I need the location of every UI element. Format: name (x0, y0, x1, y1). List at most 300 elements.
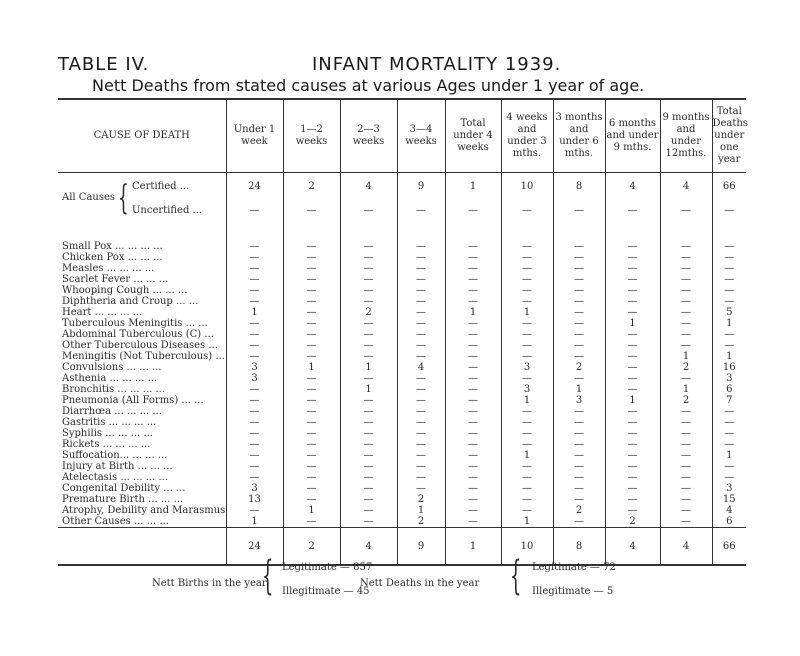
table-row (58, 252, 746, 263)
table-cell: — (553, 516, 605, 528)
table-cell: — (340, 483, 397, 494)
table-cell: — (553, 406, 605, 417)
table-cell: — (553, 461, 605, 472)
table-cell: — (397, 252, 445, 263)
table-cell: — (397, 461, 445, 472)
table-cell: — (712, 285, 746, 296)
table-cell: — (501, 428, 553, 439)
table-cell: 1 (340, 384, 397, 395)
table-cell: — (226, 461, 283, 472)
table-cell: — (660, 417, 712, 428)
table-cell: — (283, 461, 340, 472)
table-cell: — (445, 296, 501, 307)
total-cell: 10 (501, 528, 553, 566)
table-cell: 2 (660, 362, 712, 373)
table-cell: — (340, 472, 397, 483)
table-cell: — (283, 274, 340, 285)
table-cell: — (712, 329, 746, 340)
table-cell: — (712, 241, 746, 252)
table-cell: — (605, 274, 660, 285)
cause-label: Heart ... ... ... ... (62, 307, 143, 318)
table-cell: — (226, 285, 283, 296)
table-cell: — (445, 395, 501, 406)
table-cell: — (445, 362, 501, 373)
table-cell: — (226, 241, 283, 252)
column-header: Total Deaths under one year (712, 99, 746, 173)
table-cell: 1 (501, 450, 553, 461)
table-cell: — (501, 274, 553, 285)
all-causes-values (605, 179, 660, 219)
table-row (58, 274, 746, 285)
column-header: Under 1 week (226, 99, 283, 173)
table-row (58, 263, 746, 274)
uncertified-value: — (574, 205, 584, 216)
table-cell: 1 (712, 318, 746, 329)
table-cell: — (226, 296, 283, 307)
table-cell: — (501, 318, 553, 329)
table-cell: — (226, 395, 283, 406)
table-cell: — (283, 439, 340, 450)
column-header: 6 months and under 9 mths. (605, 99, 660, 173)
table-cell: 1 (283, 505, 340, 516)
table-cell: — (226, 274, 283, 285)
table-cell: — (283, 351, 340, 362)
cause-label: Premature Birth ... ... ... (62, 494, 184, 505)
table-cell: — (340, 340, 397, 351)
table-cell: — (712, 296, 746, 307)
cause-label: Bronchitis ... ... ... ... (62, 384, 166, 395)
table-cell: 2 (397, 516, 445, 528)
table-cell: — (660, 472, 712, 483)
cause-label: Atrophy, Debility and Marasmus (62, 505, 226, 516)
table-cell: — (660, 296, 712, 307)
table-cell: — (501, 472, 553, 483)
births-brace: { (262, 553, 274, 599)
table-cell: — (397, 274, 445, 285)
table-cell: — (501, 494, 553, 505)
table-cell: — (445, 516, 501, 528)
all-causes-values (553, 179, 605, 219)
table-row (58, 329, 746, 340)
table-cell: — (501, 505, 553, 516)
table-cell: — (712, 263, 746, 274)
all-causes-row (58, 179, 746, 219)
table-cell: 1 (283, 362, 340, 373)
table-row (58, 428, 746, 439)
table-cell: — (226, 472, 283, 483)
table-cell: — (660, 450, 712, 461)
table-cell: — (712, 406, 746, 417)
cause-label: Syphilis ... ... ... ... (62, 428, 153, 439)
table-cell: 4 (712, 505, 746, 516)
table-cell: — (445, 472, 501, 483)
certified-value: 66 (722, 181, 736, 192)
table-cell: 16 (712, 362, 746, 373)
table-cell: — (397, 329, 445, 340)
certified-value: 2 (308, 181, 315, 192)
table-cell: 1 (553, 384, 605, 395)
table-cell: — (605, 406, 660, 417)
certified-value: 8 (575, 181, 583, 192)
table-cell: — (553, 494, 605, 505)
table-cell: — (712, 340, 746, 351)
table-cell: — (340, 241, 397, 252)
table-cell: — (397, 384, 445, 395)
table-cell: — (226, 384, 283, 395)
certified-value: 4 (629, 181, 636, 192)
table-cell: — (226, 351, 283, 362)
table-cell: — (226, 318, 283, 329)
table-cell: — (605, 494, 660, 505)
table-cell: — (397, 417, 445, 428)
table-cell: — (501, 417, 553, 428)
cause-label: Asthenia ... ... ... ... (62, 373, 158, 384)
table-cell: 4 (397, 362, 445, 373)
table-cell: — (660, 274, 712, 285)
certified-value: 4 (365, 181, 372, 192)
table-cell: — (397, 307, 445, 318)
table-cell: — (397, 406, 445, 417)
table-cell: — (445, 252, 501, 263)
table-cell: — (605, 428, 660, 439)
table-cell: — (660, 307, 712, 318)
table-cell: — (712, 252, 746, 263)
table-cell: — (501, 252, 553, 263)
certified-value: 9 (417, 181, 425, 192)
table-row (58, 318, 746, 329)
uncertified-value: — (522, 205, 532, 216)
table-cell: 3 (226, 373, 283, 384)
all-causes-values (501, 179, 553, 219)
table-cell: — (712, 417, 746, 428)
cause-label: Scarlet Fever ... ... ... (62, 274, 169, 285)
table-cell: — (283, 406, 340, 417)
total-cell: 4 (660, 528, 712, 566)
table-cell: — (445, 384, 501, 395)
table-cell: — (501, 351, 553, 362)
table-cell: — (340, 406, 397, 417)
table-cell: — (553, 428, 605, 439)
table-cell: — (660, 505, 712, 516)
uncertified-value: — (681, 205, 691, 216)
table-cell: — (445, 461, 501, 472)
table-cell: — (605, 241, 660, 252)
table-cell: — (553, 472, 605, 483)
table-cell: — (553, 285, 605, 296)
table-cell: 13 (226, 494, 283, 505)
table-cell: — (660, 329, 712, 340)
table-row (58, 307, 746, 318)
table-cell: — (340, 494, 397, 505)
table-row (58, 241, 746, 252)
table-cell: 1 (660, 351, 712, 362)
table-cell: — (553, 296, 605, 307)
table-cell: — (340, 351, 397, 362)
table-cell: — (605, 505, 660, 516)
table-cell: — (605, 351, 660, 362)
cause-label: Rickets ... ... ... ... (62, 439, 151, 450)
table-cell: — (340, 373, 397, 384)
column-header: 1—2 weeks (283, 99, 340, 173)
cause-label: Diarrhœa ... ... ... ... (62, 406, 162, 417)
uncertified-value: — (468, 205, 478, 216)
table-cell: 3 (226, 483, 283, 494)
table-cell: — (660, 285, 712, 296)
uncertified-value: — (306, 205, 317, 216)
table-cell: 2 (605, 516, 660, 528)
table-cell: — (605, 296, 660, 307)
table-row (58, 296, 746, 307)
cause-label: Abdominal Tuberculous (C) ... (62, 329, 214, 340)
uncertified-value: — (724, 205, 735, 216)
table-cell: — (445, 373, 501, 384)
table-cell: — (340, 428, 397, 439)
table-cell: — (226, 340, 283, 351)
table-cell: — (712, 274, 746, 285)
table-cell: 3 (501, 362, 553, 373)
cause-label: Measles ... ... ... ... (62, 263, 155, 274)
table-cell: 1 (605, 395, 660, 406)
table-cell: — (445, 428, 501, 439)
table-cell: — (283, 307, 340, 318)
table-cell: — (445, 351, 501, 362)
table-cell: — (283, 450, 340, 461)
total-cell: 4 (340, 528, 397, 566)
table-row (58, 494, 746, 505)
table-cell: — (660, 406, 712, 417)
uncertified-value: — (627, 205, 638, 216)
table-cell: — (283, 428, 340, 439)
table-number: TABLE IV. (58, 54, 150, 75)
column-header: CAUSE OF DEATH (58, 99, 226, 173)
table-cell: — (553, 329, 605, 340)
table-cell: — (605, 263, 660, 274)
table-cell: — (553, 263, 605, 274)
table-cell: — (226, 329, 283, 340)
all-causes-values (660, 179, 712, 219)
table-cell: — (501, 296, 553, 307)
uncertified-value: — (363, 205, 374, 216)
table-cell: — (660, 373, 712, 384)
table-cell: 2 (660, 395, 712, 406)
table-cell: — (660, 494, 712, 505)
certified-value: 1 (469, 181, 477, 192)
table-cell: 3 (226, 362, 283, 373)
table-cell: — (501, 263, 553, 274)
table-cell: — (445, 505, 501, 516)
table-cell: 7 (712, 395, 746, 406)
table-row (58, 439, 746, 450)
table-cell: — (660, 263, 712, 274)
table-cell: — (397, 395, 445, 406)
table-cell: 6 (712, 516, 746, 528)
table-cell: — (605, 373, 660, 384)
table-cell: — (605, 483, 660, 494)
table-cell: 1 (501, 395, 553, 406)
table-cell: 1 (226, 307, 283, 318)
table-row (58, 505, 746, 516)
table-cell: — (605, 450, 660, 461)
table-cell: — (340, 296, 397, 307)
table-cell: — (445, 329, 501, 340)
table-cell: — (340, 263, 397, 274)
table-cell: — (283, 472, 340, 483)
column-header: 2—3 weeks (340, 99, 397, 173)
totals-label-cell (58, 528, 226, 566)
all-causes-values (397, 179, 445, 219)
table-cell: 3 (501, 384, 553, 395)
all-causes-values (283, 179, 340, 219)
table-cell: — (397, 450, 445, 461)
table-cell: 2 (553, 505, 605, 516)
table-cell: — (340, 516, 397, 528)
deaths-legitimate: Legitimate — 72 (532, 562, 616, 573)
table-cell: — (501, 439, 553, 450)
births-illegitimate: Illegitimate — 45 (282, 586, 370, 597)
cause-label: Small Pox ... ... ... ... (62, 241, 163, 252)
table-cell: — (553, 351, 605, 362)
table-cell: — (501, 241, 553, 252)
table-cell: — (340, 252, 397, 263)
table-cell: — (283, 384, 340, 395)
all-causes-values (340, 179, 397, 219)
table-cell: — (501, 285, 553, 296)
table-cell: — (226, 439, 283, 450)
all-causes-label: All Causes (62, 192, 116, 203)
table-cell: — (226, 406, 283, 417)
table-cell: — (660, 439, 712, 450)
table-cell: — (283, 318, 340, 329)
total-cell: 1 (445, 528, 501, 566)
table-cell: — (605, 461, 660, 472)
table-cell: — (397, 351, 445, 362)
table-cell: — (553, 439, 605, 450)
table-cell: 1 (340, 362, 397, 373)
table-cell: — (340, 274, 397, 285)
cause-label: Gastritis ... ... ... ... (62, 417, 157, 428)
table-cell: — (397, 318, 445, 329)
table-cell: — (605, 329, 660, 340)
cause-label: Chicken Pox ... ... ... (62, 252, 163, 263)
column-header: 9 months and under 12mths. (660, 99, 712, 173)
deaths-brace: { (510, 553, 522, 599)
table-cell: — (283, 329, 340, 340)
table-cell: — (712, 439, 746, 450)
total-cell: 24 (226, 528, 283, 566)
table-cell: — (283, 395, 340, 406)
table-subtitle: Nett Deaths from stated causes at various Ages under 1 year of age. (92, 76, 645, 95)
table-cell: 1 (660, 384, 712, 395)
uncertified-value: — (249, 205, 260, 216)
deaths-illegitimate: Illegitimate — 5 (532, 586, 614, 597)
mortality-table (58, 98, 746, 566)
cause-label: Other Causes ... ... ... (62, 516, 169, 527)
table-cell: — (660, 241, 712, 252)
table-cell: 1 (397, 505, 445, 516)
table-cell: — (397, 296, 445, 307)
table-cell: — (340, 318, 397, 329)
cause-label: Tuberculous Meningitis ... ... (62, 318, 208, 329)
table-cell: — (553, 241, 605, 252)
cause-label: Congenital Debility ... ... (62, 483, 186, 494)
table-cell: — (445, 318, 501, 329)
header-row (58, 99, 746, 173)
table-cell: 15 (712, 494, 746, 505)
table-cell: — (553, 483, 605, 494)
table-cell: — (712, 472, 746, 483)
table-cell: — (553, 450, 605, 461)
cause-label: Injury at Birth ... ... ... (62, 461, 173, 472)
total-cell: 4 (605, 528, 660, 566)
table-title: INFANT MORTALITY 1939. (312, 54, 562, 75)
table-cell: — (445, 450, 501, 461)
table-cell: — (445, 274, 501, 285)
table-cell: — (397, 263, 445, 274)
table-cell: — (712, 428, 746, 439)
table-cell: — (660, 252, 712, 263)
table-cell: 3 (712, 483, 746, 494)
table-cell: — (553, 373, 605, 384)
column-header: 4 weeks and under 3 mths. (501, 99, 553, 173)
table-cell: 3 (553, 395, 605, 406)
cause-label: Meningitis (Not Tuberculous) ... (62, 351, 225, 362)
table-cell: — (553, 307, 605, 318)
total-cell: 2 (283, 528, 340, 566)
table-cell: — (605, 439, 660, 450)
table-cell: — (340, 439, 397, 450)
cause-label: Other Tuberculous Diseases ... (62, 340, 218, 351)
table-row (58, 373, 746, 384)
table-cell: — (660, 483, 712, 494)
table-cell: — (605, 285, 660, 296)
table-cell: 5 (712, 307, 746, 318)
table-cell: — (553, 252, 605, 263)
column-header: 3 months and under 6 mths. (553, 99, 605, 173)
total-cell: 9 (397, 528, 445, 566)
certified-value: 24 (248, 181, 261, 192)
total-cell: 66 (712, 528, 746, 566)
table-cell: 1 (605, 318, 660, 329)
table-cell: — (226, 252, 283, 263)
table-cell: — (605, 307, 660, 318)
table-cell: — (501, 461, 553, 472)
table-cell: 2 (397, 494, 445, 505)
table-row (58, 450, 746, 461)
table-cell: — (226, 428, 283, 439)
table-cell: 6 (712, 384, 746, 395)
table-cell: — (397, 428, 445, 439)
table-row (58, 406, 746, 417)
table-cell: — (340, 329, 397, 340)
table-cell: — (445, 439, 501, 450)
table-cell: — (226, 450, 283, 461)
table-cell: — (283, 494, 340, 505)
table-cell: — (445, 263, 501, 274)
table-row (58, 384, 746, 395)
table-cell: 1 (445, 307, 501, 318)
cause-label: Pneumonia (All Forms) ... ... (62, 395, 204, 406)
table-cell: — (501, 329, 553, 340)
uncertified-value: — (416, 205, 426, 216)
table-row (58, 362, 746, 373)
table-cell: — (501, 373, 553, 384)
table-cell: — (340, 417, 397, 428)
total-cell: 8 (553, 528, 605, 566)
table-cell: — (553, 340, 605, 351)
table-cell: — (605, 252, 660, 263)
table-cell: — (226, 505, 283, 516)
all-causes-values (226, 179, 283, 219)
